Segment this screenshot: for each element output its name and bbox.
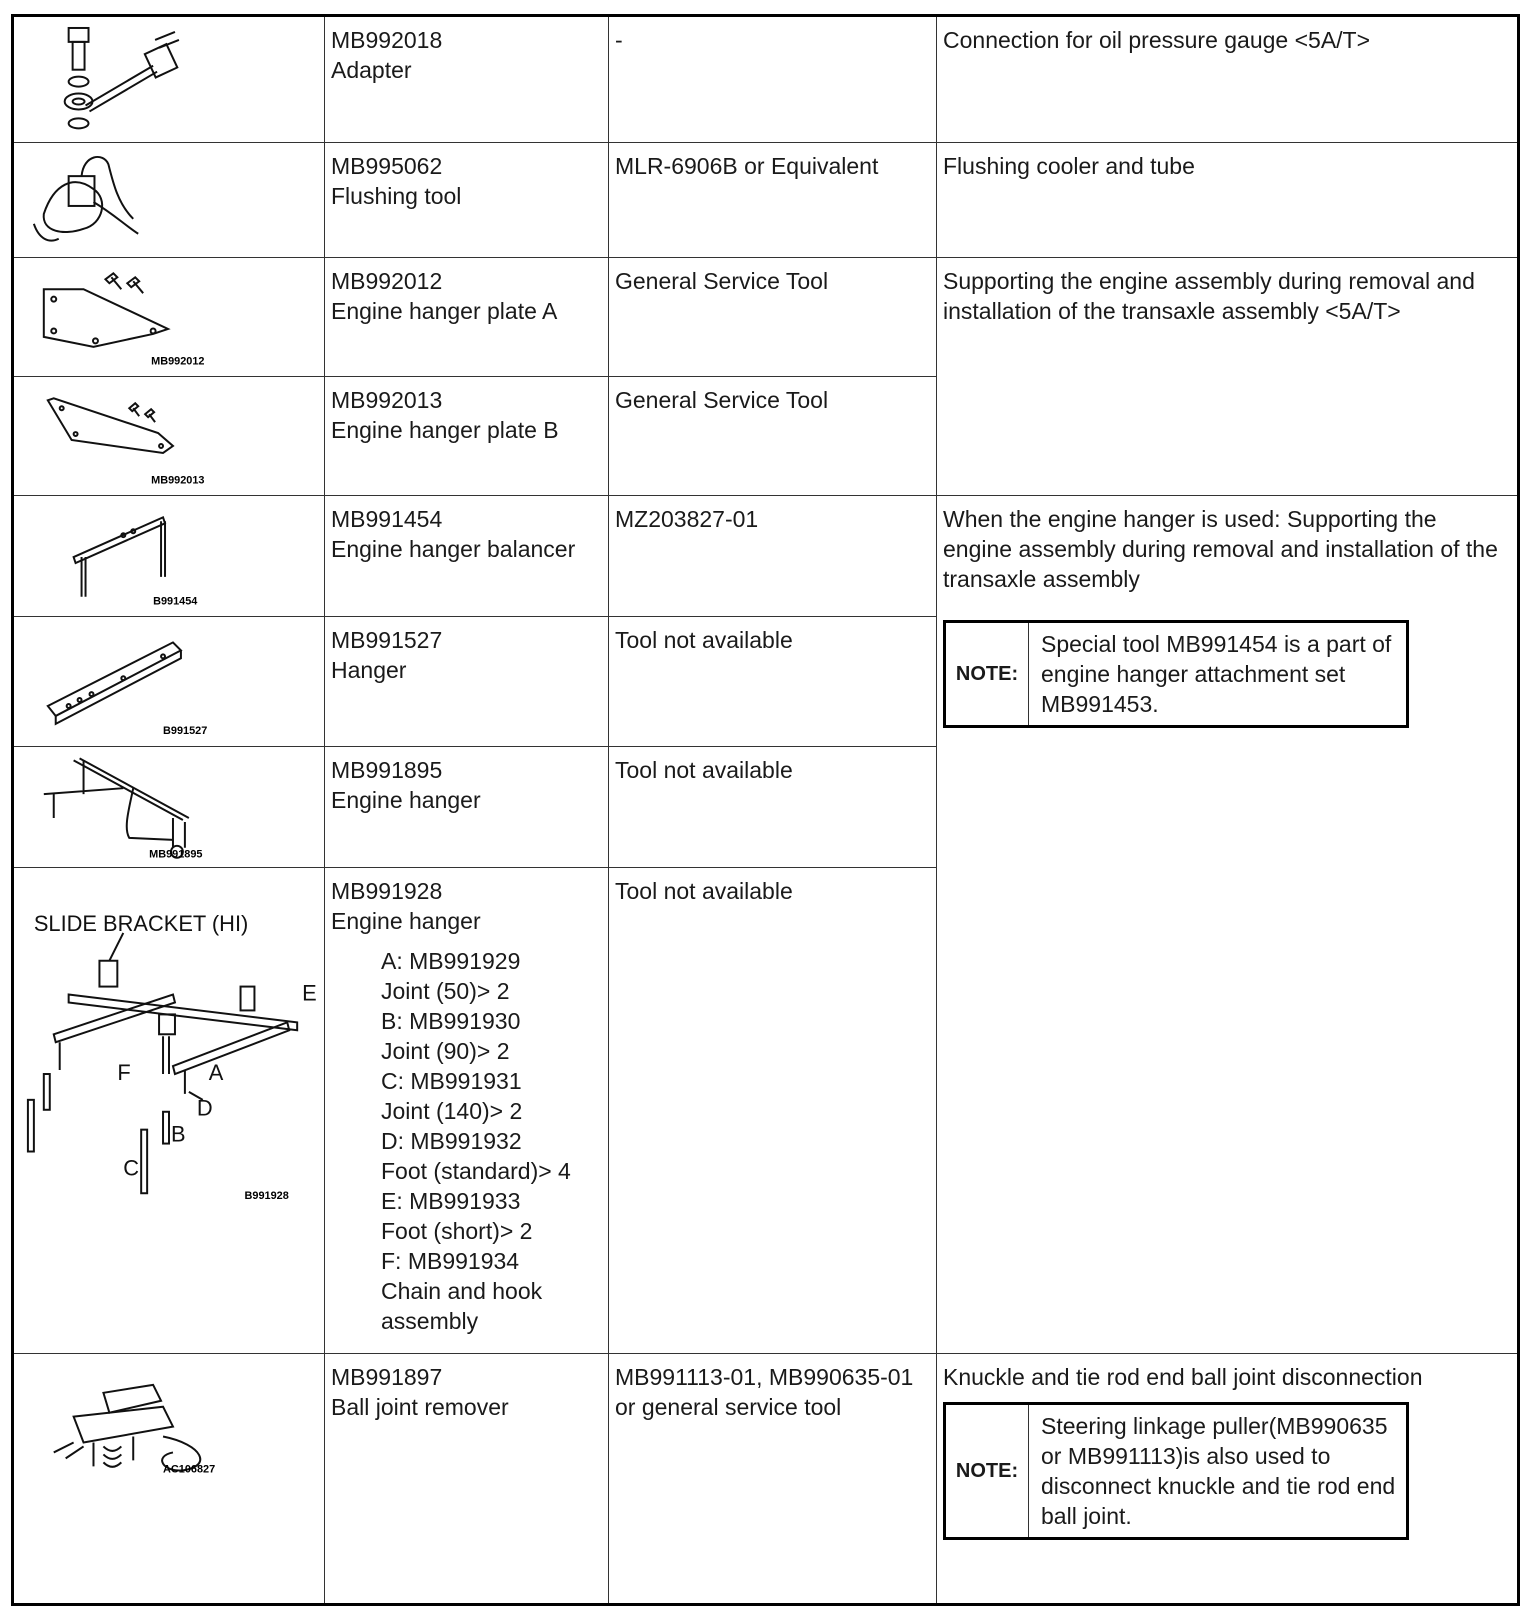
application-text: Supporting the engine assembly during removal and installation of the transaxle assembly <5A/T> — [943, 268, 1475, 325]
tool-number-cell — [325, 1354, 609, 1605]
tool-name: Adapter — [331, 57, 412, 83]
equivalent-cell — [609, 1354, 937, 1605]
tool-name: Engine hanger plate A — [331, 298, 558, 325]
table-row — [13, 143, 1519, 258]
label-b: B — [170, 1121, 186, 1147]
engine-hanger-1928-drawing — [14, 868, 324, 1354]
component-item: D: MB991932 — [381, 1127, 522, 1154]
equivalent-cell — [609, 143, 937, 258]
equivalent-tool: General Service Tool — [615, 268, 829, 295]
figure-label: MB991895 — [149, 848, 203, 861]
label-a: A — [208, 1059, 224, 1085]
component-item: C: MB991931 — [381, 1067, 522, 1094]
equivalent-cell — [609, 258, 937, 377]
component-item: Joint (140)> 2 — [381, 1097, 523, 1124]
tool-name: Engine hanger — [331, 786, 481, 813]
tool-number-cell — [325, 867, 609, 1354]
label-c: C — [123, 1155, 140, 1181]
figure-label: AC106827 — [163, 1463, 216, 1476]
component-item: assembly — [381, 1307, 479, 1334]
tool-number: MB991928 — [331, 877, 443, 904]
hanger-balancer-illustration — [13, 496, 325, 617]
equivalent-tool: Tool not available — [615, 756, 793, 783]
flushing-tool-illustration — [13, 143, 325, 258]
tool-number: MB992013 — [331, 387, 443, 414]
hanger-plate-b-drawing — [14, 377, 324, 495]
tool-number-cell — [325, 746, 609, 867]
equivalent-tool: MLR-6906B or Equivalent — [615, 153, 879, 180]
component-item: E: MB991933 — [381, 1187, 521, 1214]
tool-number: MB995062 — [331, 153, 443, 180]
engine-hanger-1895-drawing — [14, 747, 324, 867]
tool-number-cell — [325, 496, 609, 617]
equivalent-tool: MB991113-01, MB990635-01 or general service tool — [615, 1364, 914, 1421]
application-text: When the engine hanger is used: Supporting the engine assembly during removal and installation of the transaxle assembly — [943, 506, 1498, 593]
tool-name: Ball joint remover — [331, 1394, 509, 1421]
tool-name: Flushing tool — [331, 183, 462, 210]
application-cell — [937, 258, 1519, 496]
application-text: Connection for oil pressure gauge <5A/T> — [943, 27, 1371, 53]
equivalent-tool: Tool not available — [615, 877, 793, 904]
application-cell — [937, 1354, 1519, 1605]
equivalent-tool: - — [615, 27, 623, 53]
figure-title: SLIDE BRACKET (HI) — [33, 910, 249, 936]
hanger-balancer-drawing — [14, 496, 324, 616]
component-list — [331, 946, 602, 1336]
tool-number: MB992012 — [331, 268, 443, 295]
label-f: F — [117, 1059, 131, 1085]
equivalent-tool: General Service Tool — [615, 387, 829, 414]
note-label: NOTE: — [946, 1405, 1029, 1537]
engine-hanger-1928-illustration — [13, 867, 325, 1354]
tool-number: MB991454 — [331, 506, 443, 533]
tool-name: Engine hanger — [331, 907, 481, 934]
flushing-tool-drawing — [14, 143, 324, 257]
component-item: Joint (90)> 2 — [381, 1037, 510, 1064]
application-cell — [937, 496, 1519, 1354]
hanger-plate-a-illustration — [13, 258, 325, 377]
figure-label: B991454 — [153, 596, 198, 609]
tool-name: Engine hanger balancer — [331, 536, 576, 563]
note-text: Steering linkage puller(MB990635 or MB991113)is also used to disconnect knuckle and tie rod end ball joint. — [1041, 1413, 1396, 1530]
note-label: NOTE: — [946, 623, 1029, 725]
hanger-plate-a-drawing — [14, 258, 324, 376]
table-row — [13, 16, 1519, 143]
tool-number: MB991527 — [331, 627, 443, 654]
adapter-illustration — [13, 16, 325, 143]
special-tools-table — [11, 14, 1520, 1606]
equivalent-cell — [609, 617, 937, 746]
tool-number-cell — [325, 617, 609, 746]
figure-label: B991527 — [163, 725, 208, 738]
component-item: A: MB991929 — [381, 947, 521, 974]
component-item: Joint (50)> 2 — [381, 977, 510, 1004]
component-item: Foot (standard)> 4 — [381, 1157, 571, 1184]
component-item: Chain and hook — [381, 1277, 543, 1304]
tool-number-cell — [325, 16, 609, 143]
tool-number-cell — [325, 143, 609, 258]
equivalent-cell — [609, 377, 937, 496]
equivalent-cell — [609, 746, 937, 867]
note-box — [943, 620, 1409, 728]
tool-number: MB991897 — [331, 1364, 443, 1391]
ball-joint-remover-drawing — [14, 1354, 324, 1603]
component-item: B: MB991930 — [381, 1007, 521, 1034]
tool-name: Hanger — [331, 657, 407, 684]
equivalent-cell — [609, 867, 937, 1354]
label-e: E — [302, 980, 317, 1006]
engine-hanger-1895-illustration — [13, 746, 325, 867]
hanger-illustration — [13, 617, 325, 746]
equivalent-tool: MZ203827-01 — [615, 506, 759, 533]
equivalent-tool: Tool not available — [615, 627, 793, 654]
component-item: F: MB991934 — [381, 1247, 520, 1274]
application-text: Flushing cooler and tube — [943, 153, 1195, 180]
figure-label: MB992013 — [151, 475, 205, 488]
label-d: D — [196, 1095, 213, 1121]
table-row — [13, 258, 1519, 377]
equivalent-cell — [609, 16, 937, 143]
note-text: Special tool MB991454 is a part of engine hanger attachment set MB991453. — [1041, 631, 1392, 718]
application-cell — [937, 16, 1519, 143]
hanger-drawing — [14, 617, 324, 745]
tool-number: MB991895 — [331, 756, 443, 783]
component-item: Foot (short)> 2 — [381, 1217, 533, 1244]
tool-number-cell — [325, 377, 609, 496]
ball-joint-remover-illustration — [13, 1354, 325, 1605]
note-box — [943, 1402, 1409, 1540]
equivalent-cell — [609, 496, 937, 617]
tool-name: Engine hanger plate B — [331, 417, 559, 444]
application-text: Knuckle and tie rod end ball joint disconnection — [943, 1364, 1423, 1391]
table-row — [13, 1354, 1519, 1605]
tool-number-cell — [325, 258, 609, 377]
figure-label: B991928 — [244, 1190, 289, 1203]
tool-number: MB992018 — [331, 27, 443, 53]
adapter-drawing — [14, 17, 324, 142]
hanger-plate-b-illustration — [13, 377, 325, 496]
table-row — [13, 496, 1519, 617]
application-cell — [937, 143, 1519, 258]
figure-label: MB992012 — [151, 355, 205, 368]
